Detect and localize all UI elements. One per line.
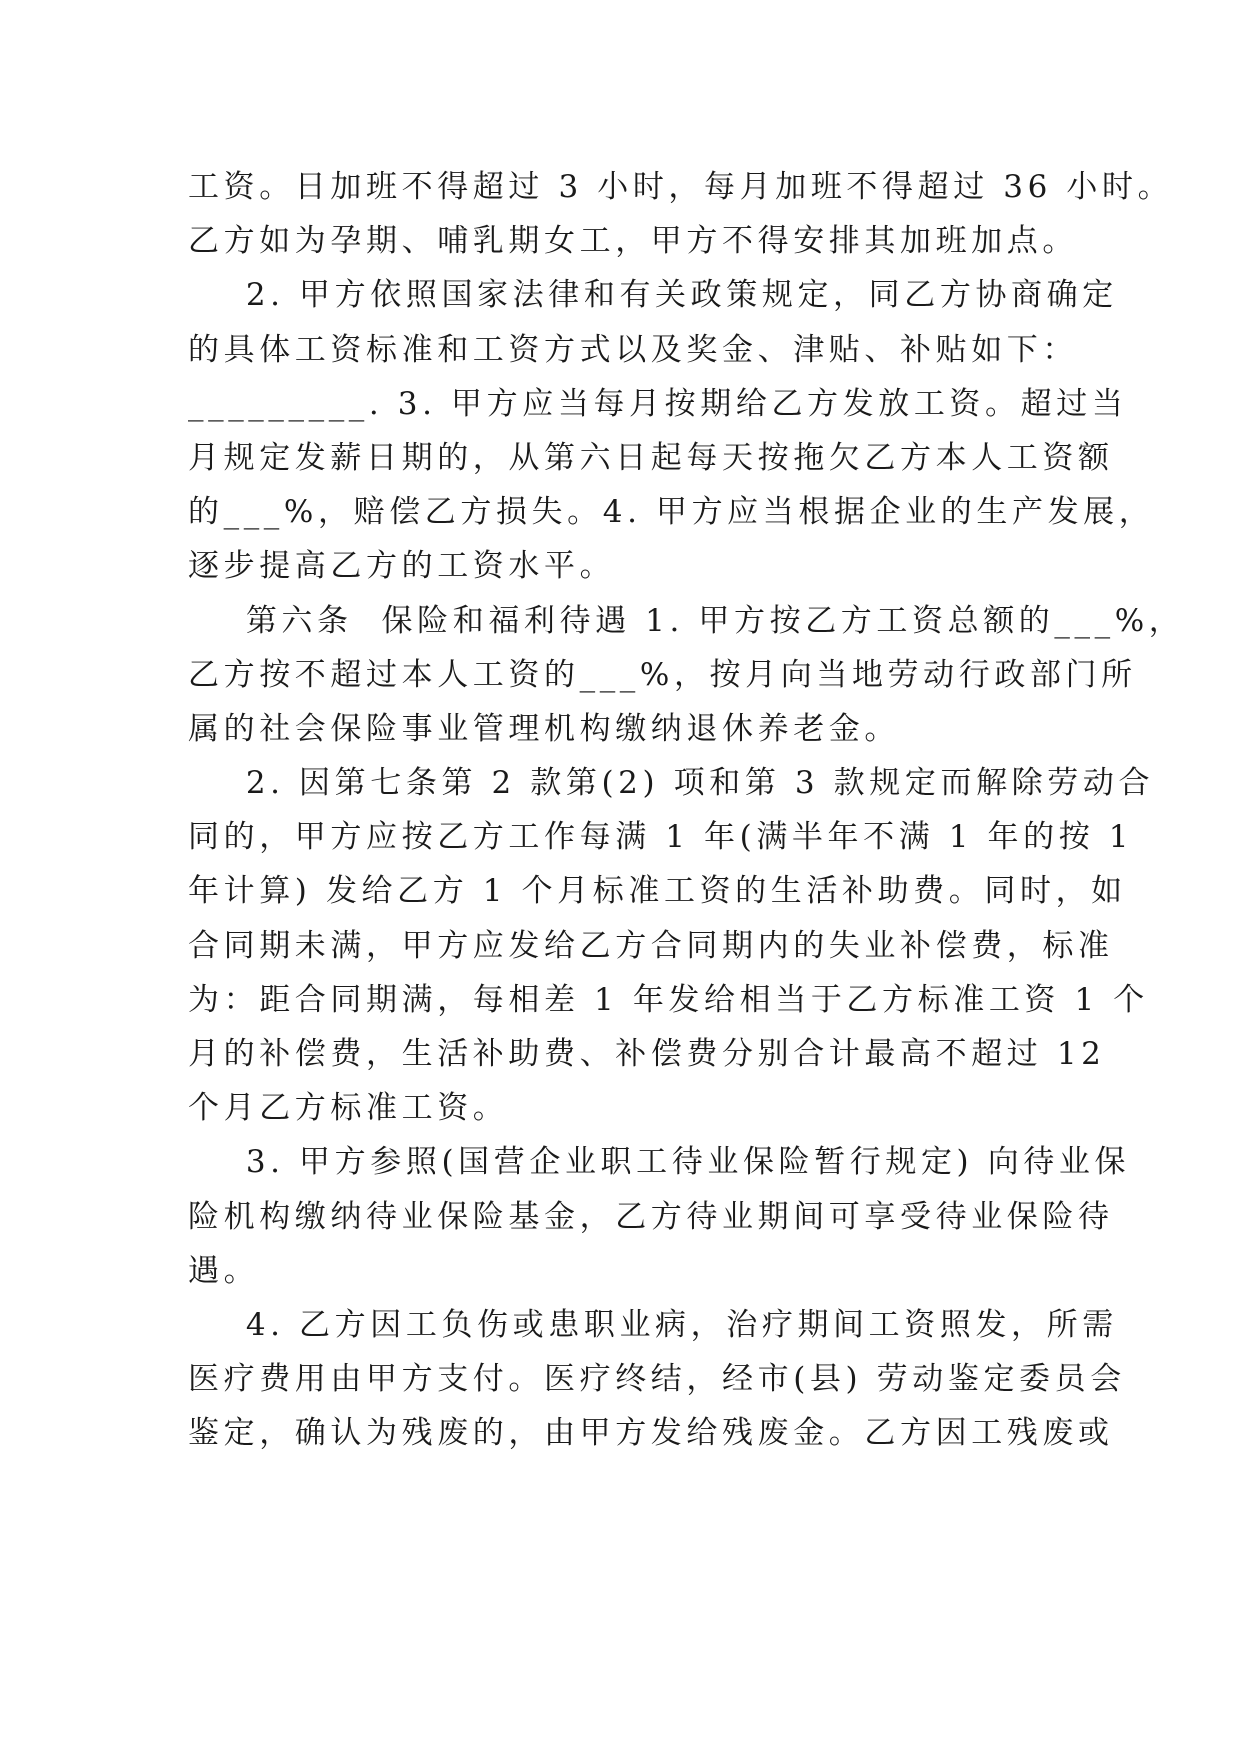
text-line: 年计算) 发给乙方 1 个月标准工资的生活补助费。同时，如 [188,873,1127,910]
text-line: 合同期未满，甲方应发给乙方合同期内的失业补偿费，标准 [188,927,1114,964]
document-body [188,160,1185,1461]
text-line: _________. 3. 甲方应当每月按期给乙方发放工资。超过当 [188,385,1128,422]
text-line: 月的补偿费，生活补助费、补偿费分别合计最高不超过 12 [188,1036,1106,1072]
text-line: 工资。日加班不得超过 3 小时，每月加班不得超过 36 小时。 [188,169,1174,205]
text-line: 的具体工资标准和工资方式以及奖金、津贴、补贴如下： [188,331,1078,368]
text-line: 乙方按不超过本人工资的___%，按月向当地劳动行政部门所 [188,656,1137,693]
text-line: 同的，甲方应按乙方工作每满 1 年(满半年不满 1 年的按 1 [188,819,1134,856]
text-line: 属的社会保险事业管理机构缴纳退休养老金。 [188,710,900,747]
text-line: 逐步提高乙方的工资水平。 [188,548,616,585]
text-line: 月规定发薪日期的，从第六日起每天按拖欠乙方本人工资额 [188,439,1114,476]
text-line: 个月乙方标准工资。 [188,1090,509,1127]
text-line: 乙方如为孕期、哺乳期女工，甲方不得安排其加班加点。 [188,223,1078,260]
text-line: 险机构缴纳待业保险基金，乙方待业期间可享受待业保险待 [188,1198,1114,1235]
text-line: 2. 因第七条第 2 款第(2) 项和第 3 款规定而解除劳动合 [188,765,1155,802]
text-line: 的___%，赔偿乙方损失。4. 甲方应当根据企业的生产发展， [188,494,1155,531]
text-line: 第六条 保险和福利待遇 1. 甲方按乙方工资总额的___%， [188,602,1185,639]
text-line: 2. 甲方依照国家法律和有关政策规定，同乙方协商确定 [188,277,1118,314]
text-line: 医疗费用由甲方支付。医疗终结，经市(县) 劳动鉴定委员会 [188,1361,1126,1398]
text-line: 为：距合同期满，每相差 1 年发给相当于乙方标准工资 1 个 [188,981,1149,1018]
text-line: 鉴定，确认为残废的，由甲方发给残废金。乙方因工残废或 [188,1415,1114,1452]
text-line: 遇。 [188,1252,260,1289]
text-line: 3. 甲方参照(国营企业职工待业保险暂行规定) 向待业保 [188,1144,1131,1181]
text-line: 4. 乙方因工负伤或患职业病，治疗期间工资照发，所需 [188,1306,1118,1343]
